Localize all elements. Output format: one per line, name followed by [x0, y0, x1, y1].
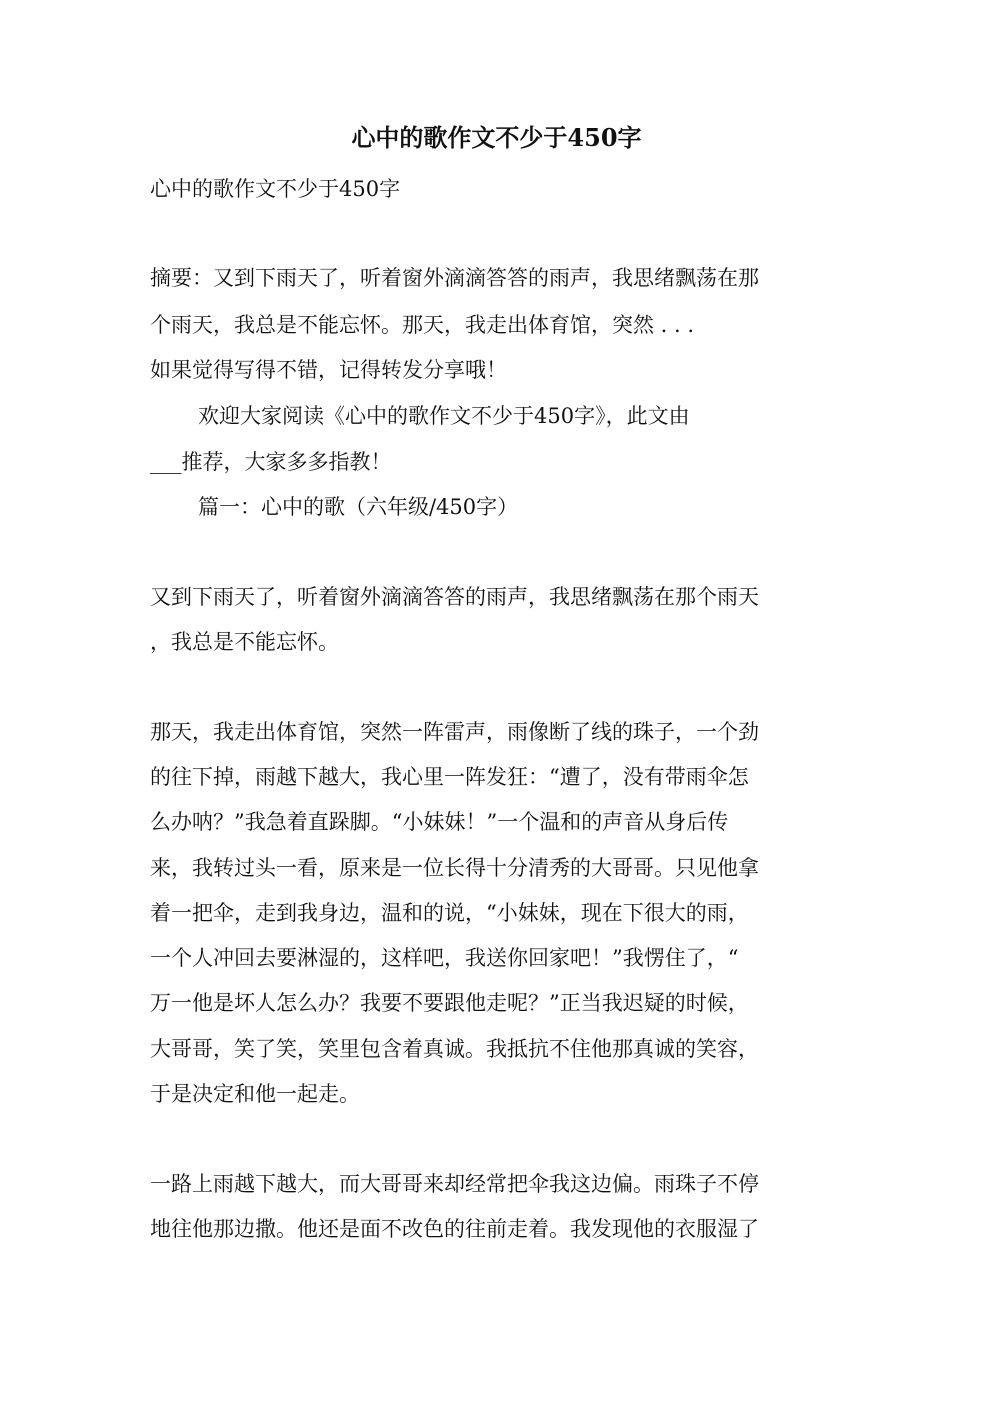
document-subtitle: 心中的歌作文不少于450字: [150, 177, 401, 201]
abstract-line: 摘要：又到下雨天了，听着窗外滴滴答答的雨声，我思绪飘荡在那: [150, 266, 759, 290]
share-prompt: 如果觉得写得不错，记得转发分享哦！: [150, 358, 507, 382]
welcome-line: 欢迎大家阅读《心中的歌作文不少于450字》，此文由: [198, 404, 690, 428]
paragraph-line: 那天，我走出体育馆，突然一阵雷声，雨像断了线的珠子，一个劲: [150, 720, 759, 744]
paragraph-line: 又到下雨天了，听着窗外滴滴答答的雨声，我思绪飘荡在那个雨天: [150, 585, 759, 609]
paragraph-line: 于是决定和他一起走。: [150, 1082, 360, 1106]
paragraph-line: 着一把伞，走到我身边，温和的说，“小妹妹，现在下很大的雨，: [150, 901, 749, 925]
paragraph-line: ，我总是不能忘怀。: [150, 630, 339, 654]
document-title: 心中的歌作文不少于450字: [351, 123, 642, 152]
welcome-line: ___推荐，大家多多指教！: [150, 450, 392, 474]
paragraph-line: 大哥哥，笑了笑，笑里包含着真诚。我抵抗不住他那真诚的笑容，: [150, 1037, 759, 1061]
paragraph-line: 来，我转过头一看，原来是一位长得十分清秀的大哥哥。只见他拿: [150, 856, 759, 880]
paragraph-line: 么办呐？”我急着直跺脚。“小妹妹！”一个温和的声音从身后传: [150, 810, 729, 834]
abstract-line: 个雨天，我总是不能忘怀。那天，我走出体育馆，突然 . . .: [150, 313, 695, 337]
section-heading: 篇一：心中的歌（六年级/450字）: [198, 495, 519, 519]
paragraph-line: 一个人冲回去要淋湿的，这样吧，我送你回家吧！”我愣住了，“: [150, 946, 739, 970]
paragraph-line: 地往他那边撒。他还是面不改色的往前走着。我发现他的衣服湿了: [150, 1217, 759, 1241]
paragraph-line: 的往下掉，雨越下越大，我心里一阵发狂：“遭了，没有带雨伞怎: [150, 765, 749, 789]
paragraph-line: 一路上雨越下越大，而大哥哥来却经常把伞我这边偏。雨珠子不停: [150, 1172, 759, 1196]
paragraph-line: 万一他是坏人怎么办？我要不要跟他走呢？”正当我迟疑的时候，: [150, 991, 749, 1015]
